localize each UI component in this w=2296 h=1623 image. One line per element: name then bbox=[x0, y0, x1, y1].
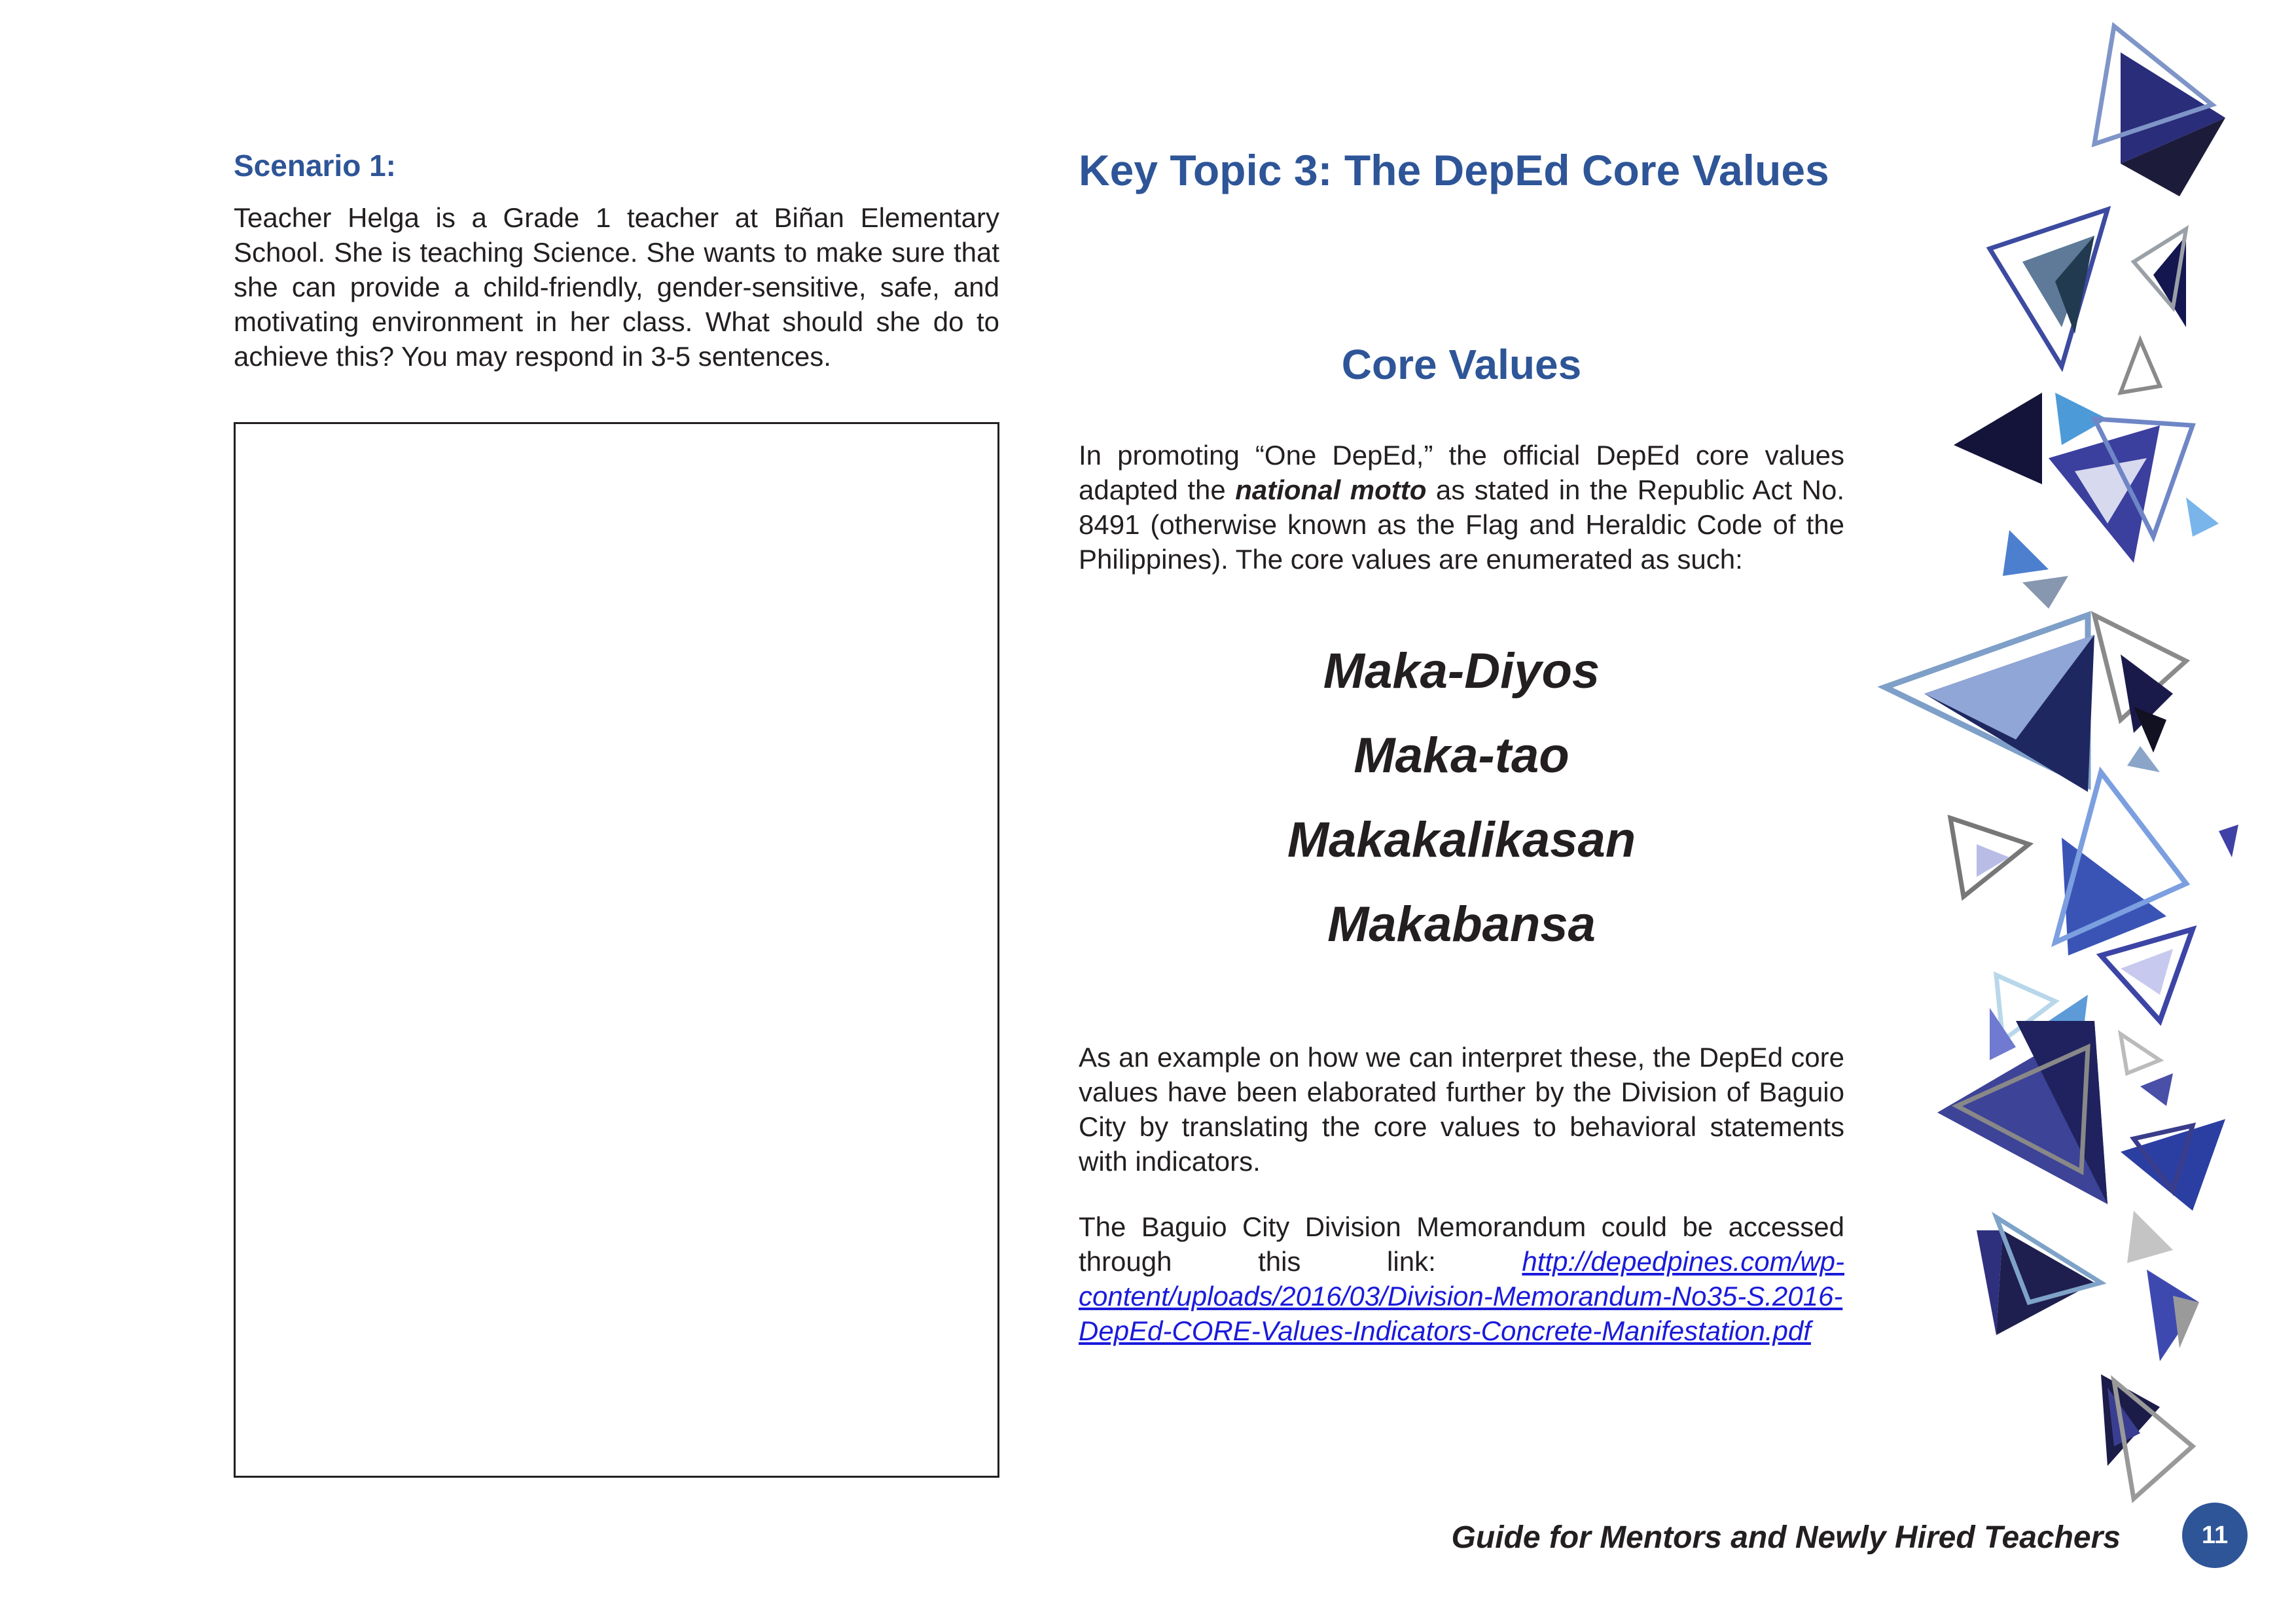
decorative-triangle bbox=[2121, 1034, 2160, 1073]
answer-box[interactable] bbox=[234, 422, 999, 1478]
decorative-triangle bbox=[2219, 825, 2238, 857]
scenario-title: Scenario 1: bbox=[234, 149, 396, 183]
decorative-triangle bbox=[2140, 1073, 2173, 1106]
key-topic-title: Key Topic 3: The DepEd Core Values bbox=[1079, 146, 1829, 194]
decorative-triangle bbox=[2127, 1211, 2173, 1263]
core-value-maka-tao: Maka-tao bbox=[1354, 728, 1570, 783]
decorative-triangle bbox=[2003, 530, 2049, 576]
decorative-triangle bbox=[2173, 1296, 2199, 1348]
decorative-triangle bbox=[1954, 393, 2042, 484]
decorative-triangle-group bbox=[1885, 26, 2238, 1499]
intro-text-end: as stated in the Republic Act No. 8491 (otherwise known as the Flag and Heraldic Code of the Philippines). The core values are enumerated as such: bbox=[1079, 474, 1844, 575]
decorative-triangle bbox=[2121, 1119, 2225, 1211]
core-value-maka-diyos: Maka-Diyos bbox=[1323, 643, 1600, 699]
page-number: 11 bbox=[2201, 1521, 2229, 1549]
scenario-text: Teacher Helga is a Grade 1 teacher at Biñan Elementary School. She is teaching Science. She wants to make sure that she can provide a child-friendly, gender-sensitive, safe, and motivating environment in her class. What should she do to achieve this? You may respond in 3-5 sentences. bbox=[234, 202, 999, 372]
core-value-makabansa: Makabansa bbox=[1327, 897, 1596, 952]
intro-paragraph bbox=[1079, 438, 1844, 577]
national-motto-emphasis: national motto bbox=[1235, 474, 1427, 505]
decorative-triangle bbox=[2121, 340, 2160, 393]
decorative-triangle bbox=[2022, 576, 2068, 609]
footer-title: Guide for Mentors and Newly Hired Teachers bbox=[1451, 1520, 2121, 1555]
decorative-triangle bbox=[2134, 707, 2166, 753]
core-values-heading: Core Values bbox=[1341, 341, 1582, 388]
core-value-makakalikasan: Makakalikasan bbox=[1287, 812, 1636, 868]
decorative-triangle bbox=[2186, 497, 2219, 537]
memorandum-paragraph bbox=[1079, 1209, 1844, 1348]
decorative-triangles bbox=[1846, 0, 2296, 1623]
decorative-triangle bbox=[2127, 746, 2160, 772]
memorandum-link[interactable]: http://depedpines.com/wp-content/uploads/2016/03/Division-Memorandum-No35-S.2016-DepEd-CORE-Values-Indicators-Concrete-Manifestation.pdf bbox=[1079, 1246, 1844, 1346]
example-paragraph: As an example on how we can interpret these, the DepEd core values have been elaborated further by the Division of Baguio City by translating the core values to behavioral statements with indicators. bbox=[1079, 1042, 1844, 1177]
memorandum-text: The Baguio City Division Memorandum could be accessed through this link: bbox=[1079, 1211, 1844, 1277]
intro-text-start: In promoting “One DepEd,” the official DepEd core values adapted the bbox=[1079, 440, 1844, 505]
